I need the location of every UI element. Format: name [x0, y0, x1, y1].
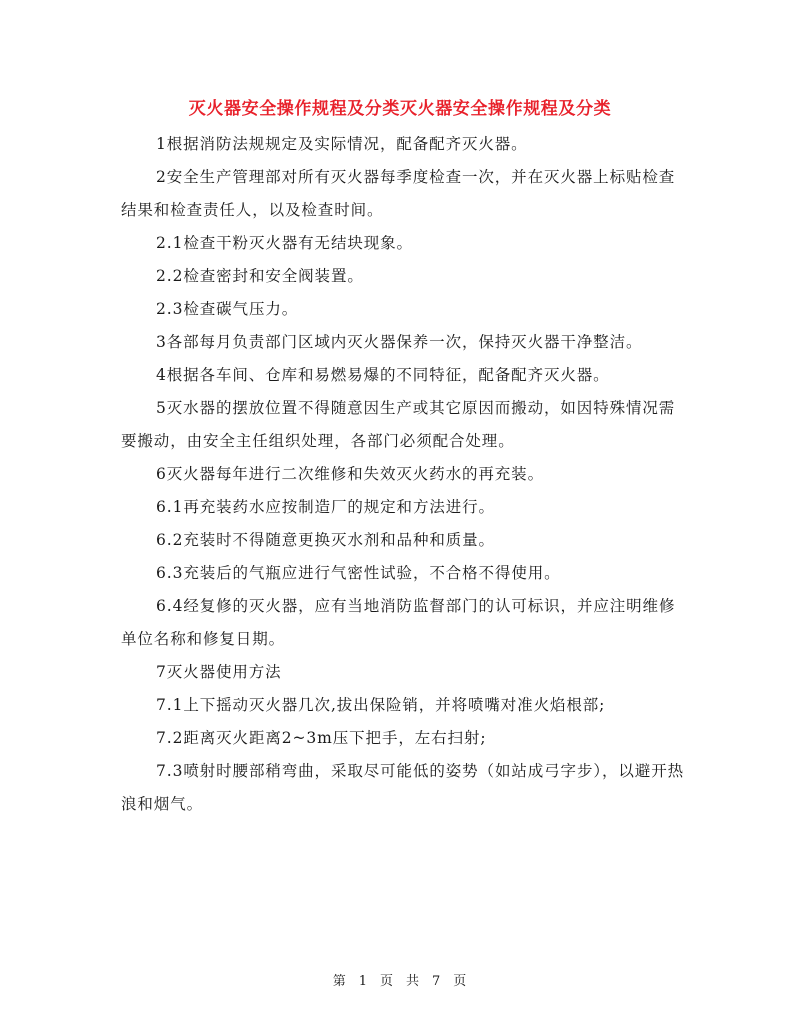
paragraph: 1根据消防法规规定及实际情况，配备配齐灭火器。 [156, 135, 528, 153]
document-body [121, 128, 687, 821]
paragraph: 7.1上下摇动灭火器几次,拔出保险销，并将喷嘴对准火焰根部; [156, 696, 606, 714]
paragraph: 3各部每月负责部门区域内灭火器保养一次，保持灭火器干净整洁。 [156, 333, 643, 351]
paragraph: 6.2充装时不得随意更换灭水剂和品种和质量。 [156, 531, 495, 549]
paragraph: 2.2检查密封和安全阀装置。 [156, 267, 364, 285]
total-pages-number: 7 [432, 974, 442, 989]
paragraph: 7灭火器使用方法 [156, 663, 282, 681]
paragraph: 2.3检查碳气压力。 [156, 300, 299, 318]
paragraph: 6.1再充装药水应按制造厂的规定和方法进行。 [156, 498, 495, 516]
paragraph: 2安全生产管理部对所有灭火器每季度检查一次，并在灭火器上标贴检查结果和检查责任人，以及检查时间。 [121, 168, 676, 219]
current-page-number: 1 [358, 974, 368, 989]
paragraph: 6.4经复修的灭火器，应有当地消防监督部门的认可标识，并应注明维修单位名称和修复日期。 [121, 597, 676, 648]
footer-page-label: 页 [379, 974, 394, 989]
paragraph: 6灭火器每年进行二次维修和失效灭火药水的再充装。 [156, 465, 544, 483]
paragraph: 2.1检查干粉灭火器有无结块现象。 [156, 234, 413, 252]
footer-total-label: 共 [406, 974, 421, 989]
paragraph: 4根据各车间、仓库和易燃易爆的不同特征，配备配齐灭火器。 [156, 366, 610, 384]
footer-suffix: 页 [453, 974, 468, 989]
document-title: 灭火器安全操作规程及分类灭火器安全操作规程及分类 [188, 99, 612, 119]
paragraph: 6.3充装后的气瓶应进行气密性试验，不合格不得使用。 [156, 564, 561, 582]
footer-prefix: 第 [332, 974, 347, 989]
paragraph: 5灭水器的摆放位置不得随意因生产或其它原因而搬动，如因特殊情况需要搬动，由安全主任组织处理，各部门必须配合处理。 [121, 399, 676, 450]
paragraph: 7.2距离灭火距离2~3m压下把手，左右扫射; [156, 729, 487, 747]
page-footer [0, 970, 800, 989]
paragraph: 7.3喷射时腰部稍弯曲，采取尽可能低的姿势（如站成弓字步），以避开热浪和烟气。 [121, 762, 685, 813]
